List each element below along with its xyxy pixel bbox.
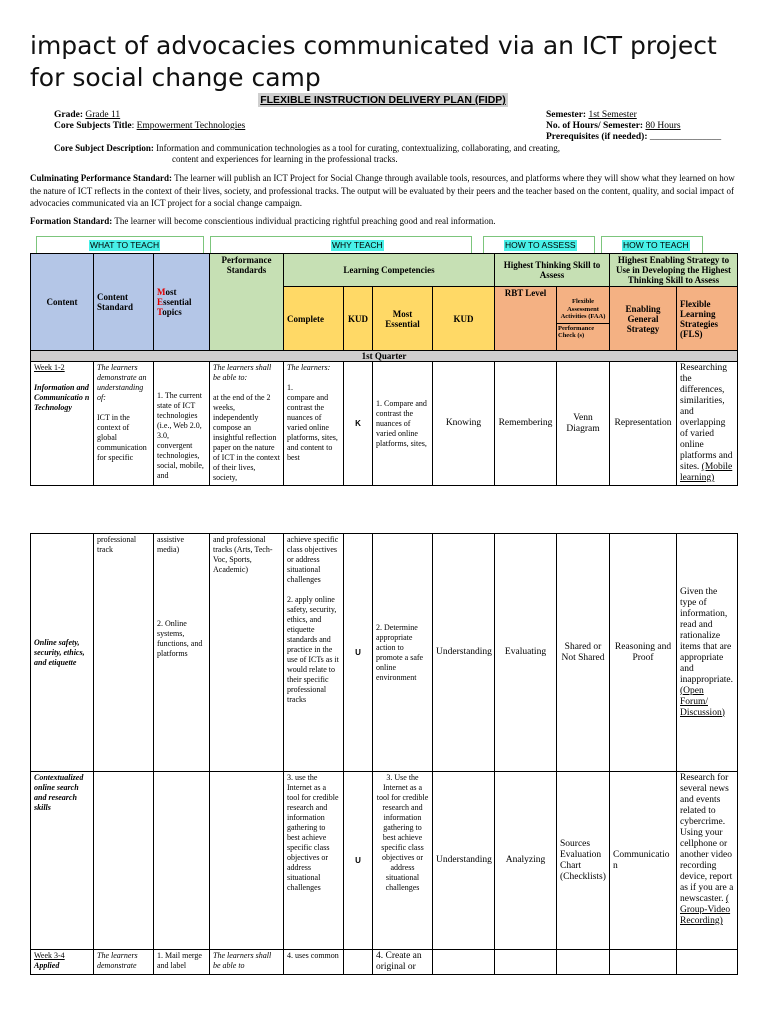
fidp-table-page1 [30, 253, 738, 486]
row1-complete-intro: The learners: [287, 363, 331, 372]
row2-strategy: Reasoning and Proof [610, 534, 677, 772]
semester-label: Semester: [546, 110, 587, 120]
row2-fls: Given the type of information, read and rationalize items that are appropriate and inappropriate. [680, 586, 734, 685]
row4-kud2 [433, 950, 495, 975]
row3-faa: Sources Evaluation Chart (Checklists) [557, 772, 610, 950]
row1-content: Information and Communicatio n Technology [34, 383, 90, 412]
subject-label: Core Subjects Title [54, 121, 132, 131]
row3-standard [94, 772, 154, 950]
row1-fls-cell [677, 362, 738, 486]
plan-title: FLEXIBLE INSTRUCTION DELIVERY PLAN (FIDP) [258, 93, 508, 107]
row1-fls-link[interactable]: (Mobile learning) [680, 462, 733, 483]
row4-strategy [610, 950, 677, 975]
row1-faa: Venn Diagram [557, 362, 610, 486]
description-value: Information and communication technologies as a tool for curating, contextualizing, collaborating, and creating, [156, 143, 560, 153]
row1-fls: Researching the differences, similarities, and overlapping of varied online platforms and sites. [680, 363, 733, 472]
formation-standard [30, 215, 742, 228]
header-complete: Complete [284, 287, 344, 351]
header-kud: KUD [344, 287, 373, 351]
row1-standard-cell [94, 362, 154, 486]
row4-content-cell [31, 950, 94, 975]
row3-complete: 3. use the Internet as a tool for credible research and information gathering to best achieve specific class objectives or address situational challenges [284, 772, 344, 950]
header-learning-competencies: Learning Competencies [284, 254, 495, 287]
row4-faa [557, 950, 610, 975]
row1-complete-text: compare and contrast the nuances of varied online platforms, sites, and content to best [287, 393, 338, 462]
row1-performance-cell [210, 362, 284, 486]
row1-kud2: Knowing [433, 362, 495, 486]
row2-content: Online safety, security, ethics, and etiquette [31, 534, 94, 772]
header-rbt-level: RBT Level [495, 287, 557, 351]
header-highest-thinking: Highest Thinking Skill to Assess [495, 254, 610, 287]
row3-performance [210, 772, 284, 950]
row2-kud2: Understanding [433, 534, 495, 772]
header-performance-standards: Performance Standards [210, 254, 284, 351]
row2-fls-link[interactable]: (Open Forum/ Discussion) [680, 685, 725, 718]
header-content: Content [31, 254, 94, 351]
row1-week: Week 1-2 [34, 363, 65, 372]
row3-strategy: Communicatio n [610, 772, 677, 950]
how-to-teach-label: HOW TO TEACH [623, 240, 689, 250]
row1-performance-intro: The learners shall be able to: [213, 363, 272, 382]
row1-standard-text: ICT in the context of global communication for specific [97, 413, 147, 462]
row2-fls-cell [677, 534, 738, 772]
header-fls: Flexible Learning Strategies (FLS) [677, 287, 738, 351]
prereq-label: Prerequisites (if needed): [546, 132, 648, 142]
row4-rbt [495, 950, 557, 975]
row3-content: Contextualized online search and research skills [31, 772, 94, 950]
row3-kud: U [344, 772, 373, 950]
row1-topic: 1. The current state of ICT technologies (i.e., Web 2.0, 3.0, convergent technologies, social, mobile, and [157, 391, 204, 480]
row3-most-essential: 3. Use the Internet as a tool for credible research and information gathering to best achieve specific class objectives or address situational challenges [373, 772, 433, 950]
how-to-assess-label: HOW TO ASSESS [505, 240, 576, 250]
topics-ssential: ssential [163, 297, 192, 307]
formation-text: The learner will become conscientious individual practicing rightful preaching good and real information. [114, 216, 496, 226]
row4-most-essential: 4. Create an original or [373, 950, 433, 975]
why-teach-label: WHY TEACH [332, 240, 383, 250]
culminating-label: Culminating Performance Standard: [30, 173, 172, 183]
row1-rbt: Remembering [495, 362, 557, 486]
topics-ost: ost [165, 287, 177, 297]
row1-complete-num: 1. [287, 383, 293, 392]
row2-topic-top: assistive media) [157, 535, 185, 554]
row2-rbt: Evaluating [495, 534, 557, 772]
row4-kud [344, 950, 373, 975]
header-performance-check: Performance Check (s) [557, 323, 609, 341]
row3-fls-link[interactable]: ( Group-Video Recording) [680, 894, 731, 926]
hours-value: 80 Hours [645, 121, 681, 131]
grade-label: Grade: [54, 110, 84, 120]
row2-complete-cell [284, 534, 344, 772]
header-highest-enabling: Highest Enabling Strategy to Use in Developing the Highest Thinking Skill to Assess [610, 254, 738, 287]
row4-standard: The learners demonstrate [94, 950, 154, 975]
header-faa-cell [557, 287, 610, 351]
header-faa: Flexible Assessment Activities (FAA) [560, 298, 606, 321]
row2-complete: 2. apply online safety, security, ethics, and etiquette standards and practice in the use of ICTs as it would relate to their specific professional tracks [287, 595, 339, 704]
row1-most-essential: 1. Compare and contrast the nuances of varied online platforms, sites, [373, 362, 433, 486]
row4-fls [677, 950, 738, 975]
row2-complete-top: achieve specific class objectives or address situational challenges [287, 535, 339, 584]
quarter-row: 1st Quarter [31, 351, 738, 362]
row3-kud2: Understanding [433, 772, 495, 950]
topics-e: E [157, 297, 164, 307]
row1-topic-cell [154, 362, 210, 486]
description-line-2: content and experiences for learning in the professional tracks. [172, 154, 398, 164]
fidp-table-page2 [30, 533, 738, 975]
formation-label: Formation Standard: [30, 216, 113, 226]
topics-t: T [157, 307, 163, 317]
row1-content-cell [31, 362, 94, 486]
semester-value: 1st Semester [588, 110, 637, 120]
document-title: impact of advocacies communicated via an ICT project for social change camp [30, 31, 717, 92]
row3-fls: Research for several news and events related to cybercrime. Using your cellphone or another video recording device, report as if you are a newscaster. [680, 773, 734, 904]
row1-performance-text: at the end of the 2 weeks, independently compose an insightful reflection paper on the nature of ICT in the context of their lives, society, [213, 393, 280, 482]
grade-value: Grade 11 [85, 110, 121, 120]
row2-most-essential: 2. Determine appropriate action to promote a safe online environment [373, 534, 433, 772]
row2-performance: and professional tracks (Arts, Tech-Voc, Sports, Academic) [210, 534, 284, 772]
row2-topic-cell [154, 534, 210, 772]
row4-content: Applied [34, 961, 60, 970]
row2-standard: professional track [94, 534, 154, 772]
row2-faa: Shared or Not Shared [557, 534, 610, 772]
row2-topic: 2. Online systems, functions, and platforms [157, 619, 203, 658]
row4-performance: The learners shall be able to [210, 950, 284, 975]
row1-kud: K [344, 362, 373, 486]
header-enabling-general: Enabling General Strategy [610, 287, 677, 351]
row1-strategy: Representation [610, 362, 677, 486]
row1-standard-intro: The learners demonstrate an understanding of: [97, 363, 147, 402]
row3-topic [154, 772, 210, 950]
row4-week: Week 3-4 [34, 951, 65, 960]
header-kud-2: KUD [433, 287, 495, 351]
row2-kud: U [344, 534, 373, 772]
row4-topic: 1. Mail merge and label [154, 950, 210, 975]
culminating-text: The learner will publish an ICT Project for Social Change through available tools, resources, and platforms where they will show what they learned on how the nature of ICT reflects in the context of their lives, society, and professional tracks. The output will be evaluated by their peers and the teacher based on the content, quality, and social impact of advocacies communicated via an ICT project for a social change campaign. [30, 173, 735, 208]
topics-opics: opics [162, 307, 182, 317]
topics-m: M [157, 287, 166, 297]
description-label: Core Subject Description: [54, 143, 154, 153]
hours-label: No. of Hours/ Semester: [546, 121, 644, 131]
row1-complete-cell [284, 362, 344, 486]
row3-rbt: Analyzing [495, 772, 557, 950]
subject-line: Core Subjects Title: Empowerment Technologies [54, 121, 246, 131]
subject-value: Empowerment Technologies [136, 121, 246, 131]
row3-fls-cell [677, 772, 738, 950]
header-most-essential: Most Essential [373, 287, 433, 351]
row4-complete: 4. uses common [284, 950, 344, 975]
header-most-essential-topics [154, 254, 210, 351]
culminating-standard [30, 172, 742, 210]
what-to-teach-label: WHAT TO TEACH [90, 240, 160, 250]
header-content-standard: Content Standard [94, 254, 154, 351]
prereq-value: _______________ [649, 132, 722, 142]
